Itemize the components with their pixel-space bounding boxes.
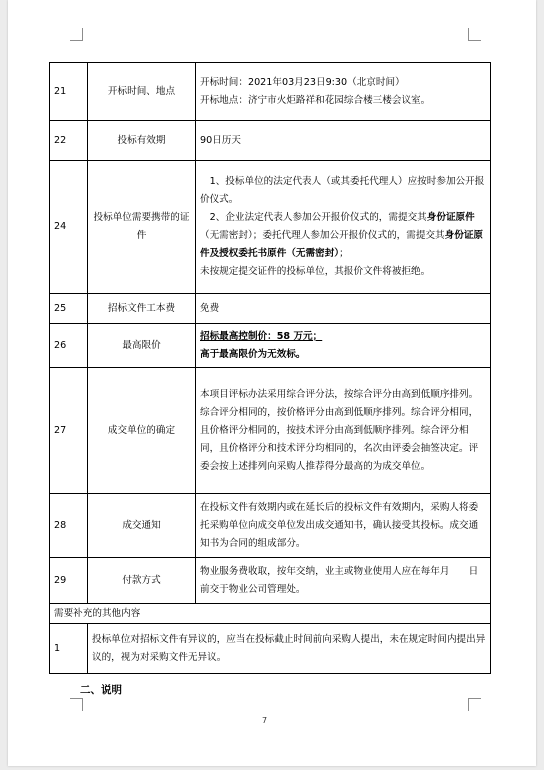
row-number: 29	[50, 558, 88, 604]
row-number: 21	[50, 63, 88, 121]
row-content: 免费	[196, 294, 491, 324]
row-item: 招标文件工本费	[88, 294, 196, 324]
para-text: （无需密封）；委托代理人参加公开报价仪式的，需提交其	[200, 230, 445, 241]
para-text: 2、企业法定代表人参加公开报价仪式的，需提交其	[209, 212, 427, 223]
table-row	[50, 121, 491, 161]
row-content: 物业服务费收取，按年交纳，业主或物业使用人应在每年月 日前交于物业公司管理处。	[196, 558, 491, 604]
row-number: 26	[50, 324, 88, 368]
crop-mark-bottom-right	[468, 698, 481, 711]
supplement-header-row	[50, 604, 491, 624]
certificate-para-3: 未按规定提交证件的投标单位，其报价文件将被拒绝。	[200, 266, 431, 277]
bold-text: 身份证原件	[426, 212, 475, 223]
row-content: 在投标文件有效期内或在延长后的投标文件有效期内，采购人将委托采购单位向成交单位发出成交通知书，确认接受其投标。成交通知书为合同的组成部分。	[196, 494, 491, 558]
row-item: 成交通知	[88, 494, 196, 558]
table-row	[50, 558, 491, 604]
open-place-line: 开标地点：济宁市火炬路祥和花园综合楼三楼会议室。	[200, 94, 431, 106]
supplement-content: 投标单位对招标文件有异议的，应当在投标截止时间前向采购人提出，未在规定时间内提出异议的，视为对采购文件无异议。	[88, 624, 491, 674]
certificate-para-2	[200, 209, 486, 263]
page-number: 7	[262, 716, 268, 725]
crop-mark-top-right	[468, 28, 481, 41]
table-row	[50, 161, 491, 294]
row-content: 本项目评标办法采用综合评分法，按综合评分由高到低顺序排列。综合评分相同的，按价格评分由高到低顺序排列。综合评分相同，且价格评分相同的，按技术评分由高到低顺序排列。综合评分相同，且价格评分和技术评分均相同的，名次由评委会抽签决定。评委会按上述排列向采购人推荐得分最高的为成交单位。	[196, 368, 491, 494]
supplement-header: 需要补充的其他内容	[50, 604, 491, 624]
crop-mark-bottom-left	[70, 698, 83, 711]
row-item: 投标有效期	[88, 121, 196, 161]
table-row	[50, 494, 491, 558]
certificate-para-1: 1、投标单位的法定代表人（或其委托代理人）应按时参加公开报价仪式。	[200, 176, 485, 205]
table-row	[50, 294, 491, 324]
supplement-row	[50, 624, 491, 674]
row-item: 投标单位需要携带的证件	[88, 161, 196, 294]
row-content: 90日历天	[196, 121, 491, 161]
row-item: 成交单位的确定	[88, 368, 196, 494]
para-text: ；	[339, 248, 349, 259]
row-number: 25	[50, 294, 88, 324]
row-content	[196, 324, 491, 368]
row-number: 22	[50, 121, 88, 161]
row-content	[196, 63, 491, 121]
row-number: 24	[50, 161, 88, 294]
table-row	[50, 368, 491, 494]
max-price-line: 招标最高控制价：58 万元；	[200, 330, 323, 342]
row-item: 开标时间、地点	[88, 63, 196, 121]
row-item: 付款方式	[88, 558, 196, 604]
table-row	[50, 324, 491, 368]
row-number: 27	[50, 368, 88, 494]
crop-mark-top-left	[70, 28, 83, 41]
open-time-line: 开标时间：2021年03月23日9:30（北京时间）	[200, 76, 405, 88]
bid-info-table	[49, 62, 491, 674]
row-number: 1	[50, 624, 88, 674]
section-heading: 二、说明	[80, 684, 122, 696]
table-row	[50, 63, 491, 121]
invalid-bid-line: 高于最高限价为无效标。	[200, 348, 306, 360]
bold-text: 身份证原件及授权委托书原件（无需密封）	[200, 230, 484, 259]
row-number: 28	[50, 494, 88, 558]
row-item: 最高限价	[88, 324, 196, 368]
row-content	[196, 161, 491, 294]
